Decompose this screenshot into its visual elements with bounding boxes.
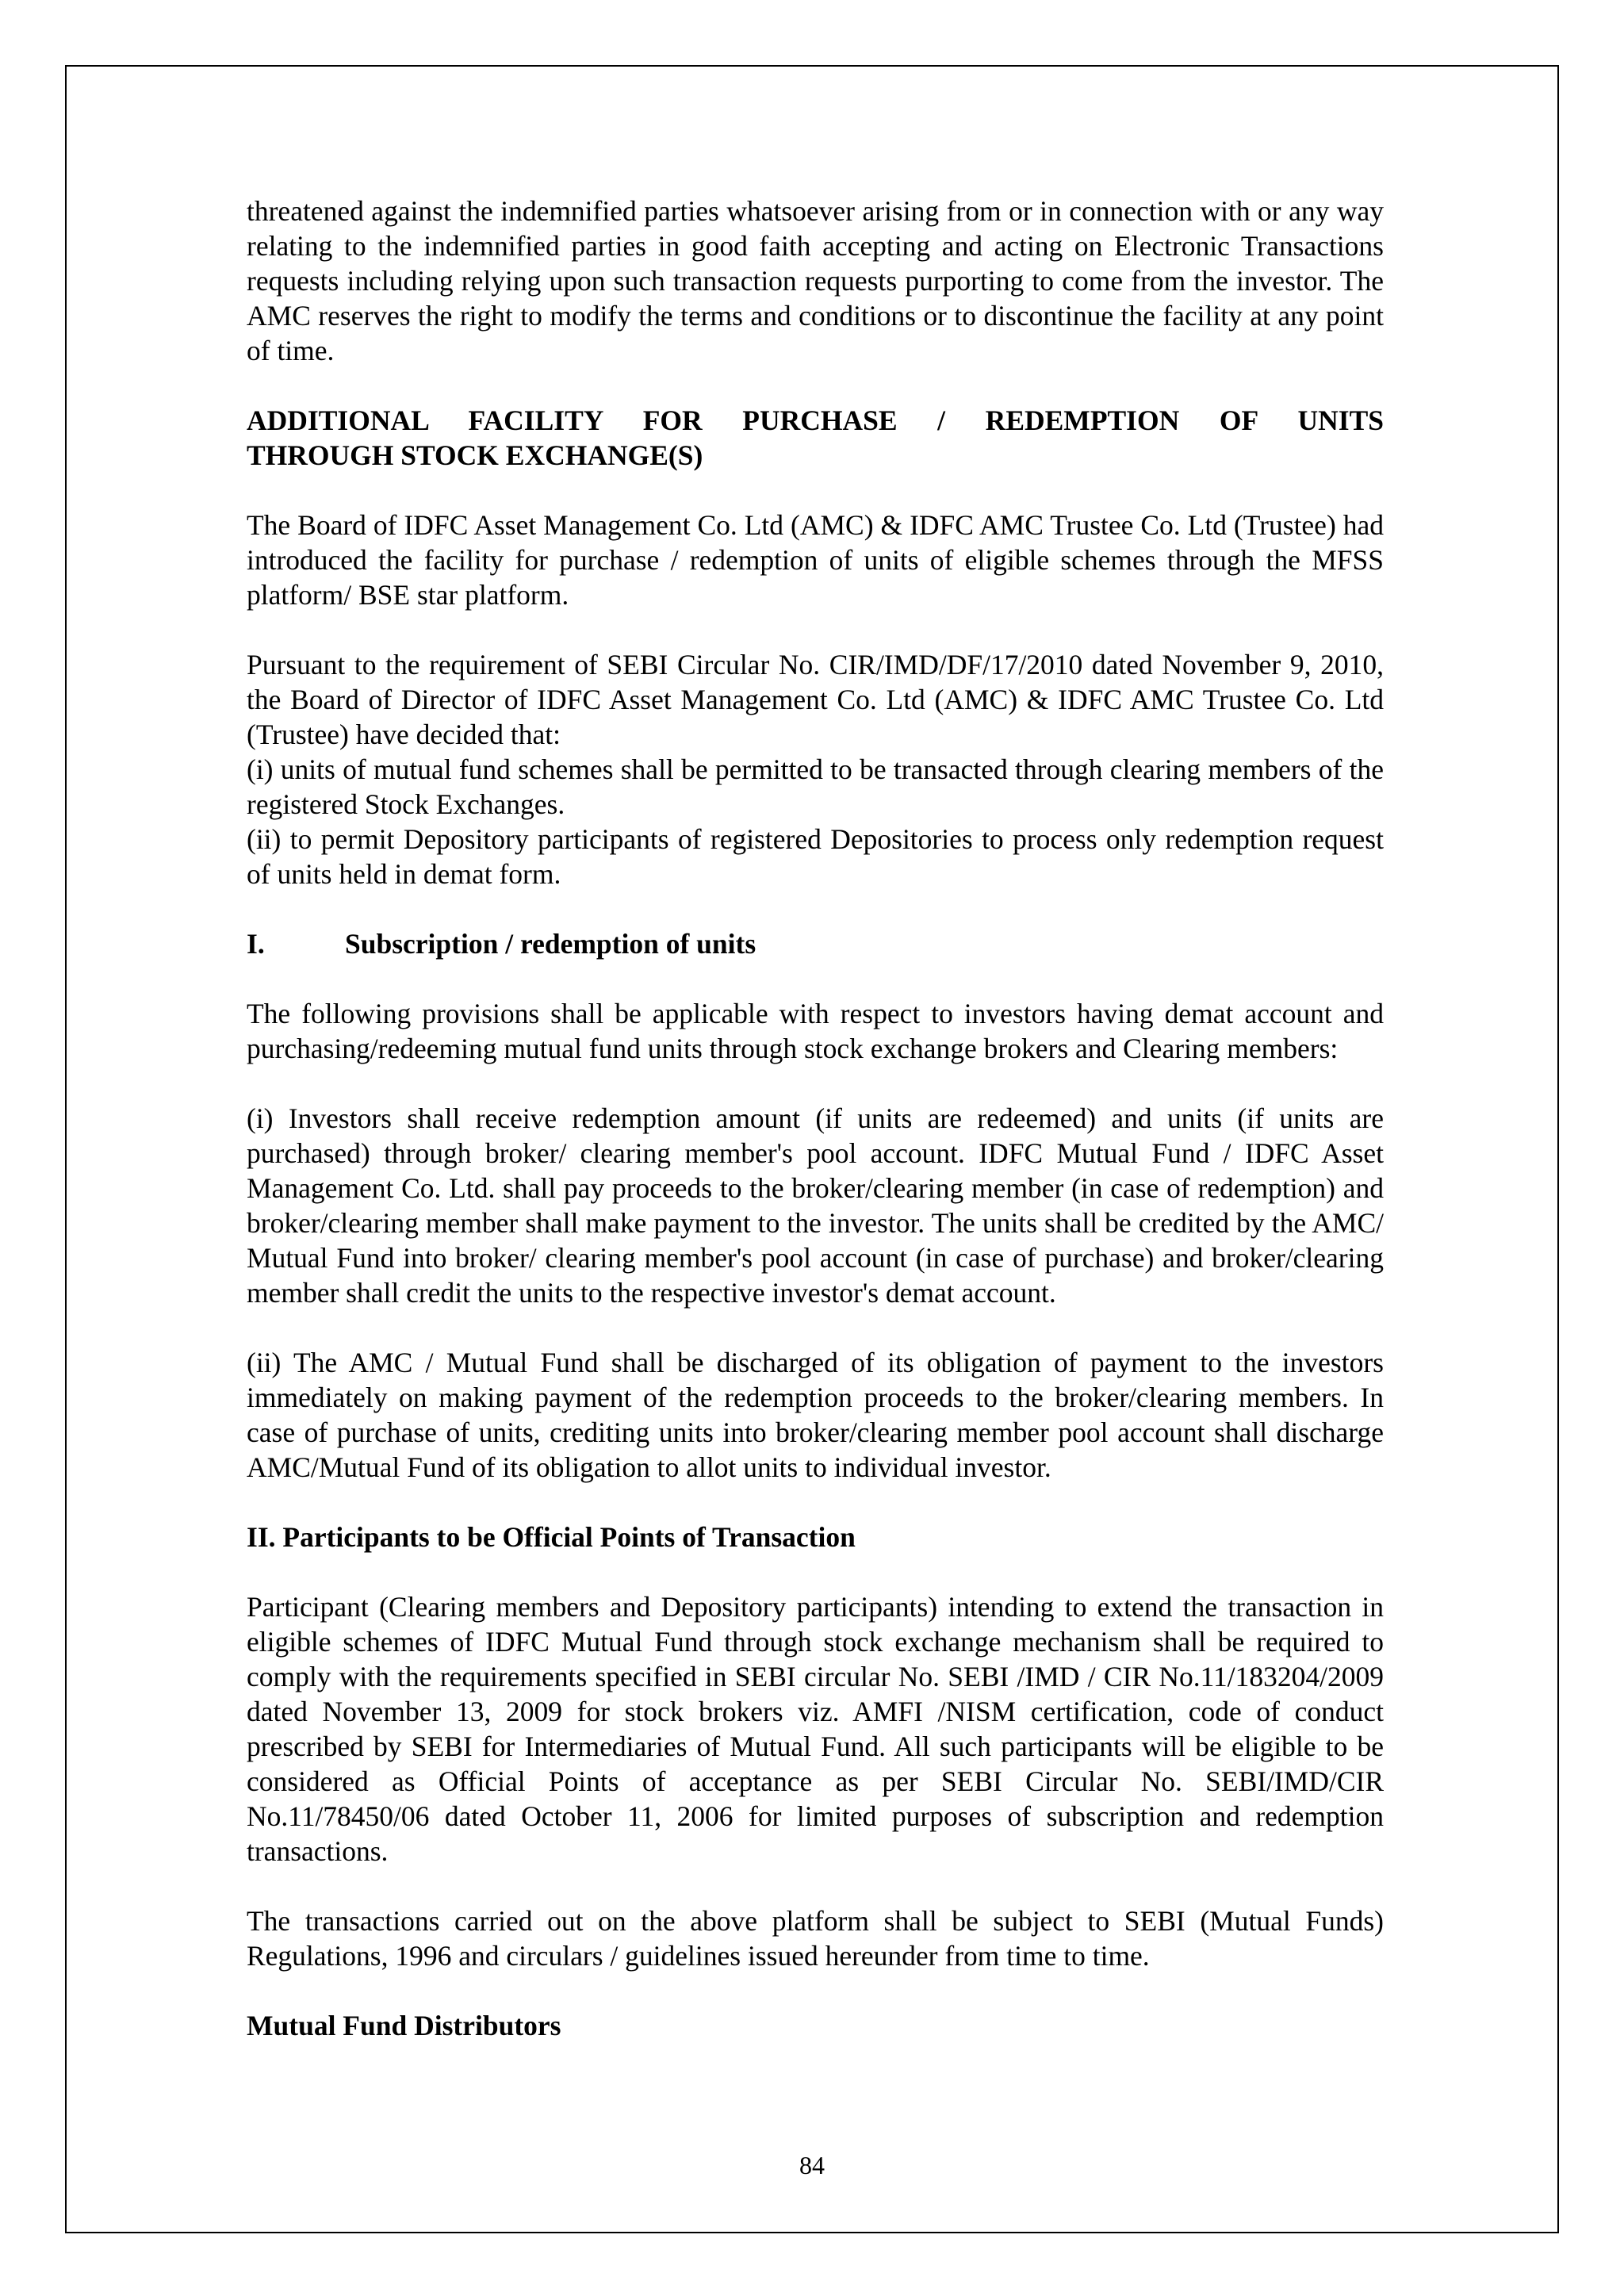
section-heading-subscription	[247, 926, 1384, 961]
page-number: 84	[799, 2151, 825, 2179]
heading-mutual-fund-distributors: Mutual Fund Distributors	[247, 2010, 561, 2041]
paragraph-transactions-regulations: The transactions carried out on the above platform shall be subject to SEBI (Mutual Funds) Regulations, 1996 and circulars / guidelines issued hereunder from time to time.	[247, 1905, 1384, 1972]
paragraph-point-ii-depository: (ii) to permit Depository participants of registered Depositories to process only redemption request of units held in demat form.	[247, 823, 1384, 890]
paragraph-point-i-clearing-members: (i) units of mutual fund schemes shall be permitted to be transacted through clearing members of the registered Stock Exchanges.	[247, 753, 1384, 820]
heading-additional-facility-line-1: ADDITIONAL FACILITY FOR PURCHASE / REDEMPTION OF UNITS	[247, 404, 1384, 436]
paragraph-amc-discharged: (ii) The AMC / Mutual Fund shall be discharged of its obligation of payment to the investors immediately on making payment of the redemption proceeds to the broker/clearing members. In case of purchase of units, crediting units into broker/clearing member pool account shall discharge AMC/Mutual Fund of its obligation to allot units to individual investor.	[247, 1347, 1384, 1483]
section-title: Subscription / redemption of units	[345, 928, 756, 960]
section-heading-participants: II. Participants to be Official Points of Transaction	[247, 1521, 856, 1553]
paragraph-board-facility: The Board of IDFC Asset Management Co. Ltd (AMC) & IDFC AMC Trustee Co. Ltd (Trustee) had introduced the facility for purchase / redemption of units of eligible schemes through the MFSS platform/ BSE star platform.	[247, 509, 1384, 611]
heading-additional-facility-line-2: THROUGH STOCK EXCHANGE(S)	[247, 439, 703, 471]
paragraph-investors-receive: (i) Investors shall receive redemption amount (if units are redeemed) and units (if units are purchased) through broker/ clearing member's pool account. IDFC Mutual Fund / IDFC Asset Management Co. Ltd. shall pay proceeds to the broker/clearing member (in case of redemption) and broker/clearing member shall make payment to the investor. The units shall be credited by the AMC/ Mutual Fund into broker/ clearing member's pool account (in case of purchase) and broker/clearing member shall credit the units to the respective investor's demat account.	[247, 1102, 1384, 1309]
document-body	[247, 194, 1384, 2043]
paragraph-provisions: The following provisions shall be applicable with respect to investors having demat account and purchasing/redeeming mutual fund units through stock exchange brokers and Clearing members:	[247, 998, 1384, 1064]
paragraph-sebi-circular: Pursuant to the requirement of SEBI Circular No. CIR/IMD/DF/17/2010 dated November 9, 2010, the Board of Director of IDFC Asset Management Co. Ltd (AMC) & IDFC AMC Trustee Co. Ltd (Trustee) have decided that:	[247, 649, 1384, 750]
section-number: I.	[247, 928, 265, 960]
paragraph-indemnity-continued: threatened against the indemnified parties whatsoever arising from or in connection with or any way relating to the indemnified parties in good faith accepting and acting on Electronic Transactions requests including relying upon such transaction requests purporting to come from the investor. The AMC reserves the right to modify the terms and conditions or to discontinue the facility at any point of time.	[247, 195, 1384, 366]
paragraph-participant-requirements: Participant (Clearing members and Depository participants) intending to extend the transaction in eligible schemes of IDFC Mutual Fund through stock exchange mechanism shall be required to comply with the requirements specified in SEBI circular No. SEBI /IMD / CIR No.11/183204/2009 dated November 13, 2009 for stock brokers viz. AMFI /NISM certification, code of conduct prescribed by SEBI for Intermediaries of Mutual Fund. All such participants will be eligible to be considered as Official Points of acceptance as per SEBI Circular No. SEBI/IMD/CIR No.11/78450/06 dated October 11, 2006 for limited purposes of subscription and redemption transactions.	[247, 1591, 1384, 1867]
